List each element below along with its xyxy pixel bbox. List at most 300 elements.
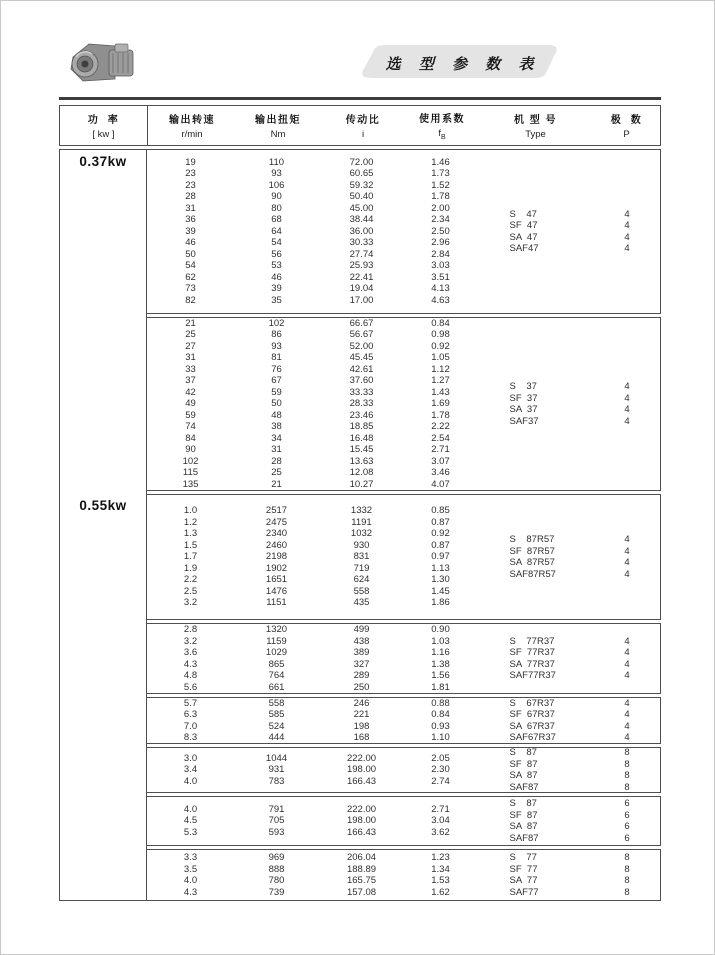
pole-count: 4 [624, 243, 630, 255]
type-row [477, 635, 660, 647]
table-block [146, 747, 662, 793]
pole-count: 4 [624, 635, 630, 647]
cell-speed: 46 [185, 237, 196, 249]
table-row [147, 191, 661, 203]
cell-speed: 33 [185, 363, 196, 375]
cell-speed: 31 [185, 352, 196, 364]
type-row [477, 821, 660, 833]
cell-service-factor: 1.12 [431, 363, 450, 375]
cell-service-factor: 0.87 [431, 539, 450, 551]
type-name: SA 77 [509, 875, 538, 886]
header-cell-ratio [320, 106, 406, 145]
cell-service-factor: 1.69 [431, 398, 450, 410]
header-fb-symbol [438, 128, 445, 141]
cell-speed: 3.2 [183, 635, 198, 647]
cell-speed: 54 [185, 260, 196, 272]
type-name: SAF87 [509, 781, 539, 793]
cell-service-factor: 1.10 [431, 732, 450, 743]
power-label-055kw: 0.55kw [79, 498, 127, 513]
cell-ratio: 198 [353, 720, 370, 732]
pole-count: 8 [624, 886, 630, 898]
cell-torque: 46 [271, 271, 282, 283]
type-row [477, 782, 660, 793]
header-fb-label: 使用系数 [419, 114, 465, 126]
cell-ratio: 25.93 [349, 260, 374, 272]
pole-count: 4 [624, 415, 630, 427]
cell-service-factor: 1.05 [431, 352, 450, 364]
header-cell-poles [593, 106, 660, 145]
cell-service-factor: 3.62 [431, 826, 450, 838]
table-block [146, 317, 662, 491]
cell-torque: 1651 [265, 574, 288, 586]
type-row [477, 732, 660, 744]
cell-torque: 64 [271, 225, 282, 237]
table-row [147, 260, 661, 272]
cell-speed: 3.5 [183, 863, 198, 875]
cell-torque: 1476 [265, 585, 288, 597]
table-row [147, 467, 661, 479]
table-row [147, 624, 661, 636]
cell-torque: 76 [271, 363, 282, 375]
cell-ratio: 222.00 [346, 752, 377, 764]
type-list [477, 534, 660, 580]
cell-service-factor: 1.16 [431, 647, 450, 658]
cell-service-factor: 2.00 [431, 202, 450, 214]
cell-speed: 3.0 [183, 752, 198, 764]
cell-ratio: 1191 [351, 516, 372, 528]
type-row [477, 416, 660, 428]
type-name: SF 87 [509, 758, 538, 770]
pole-count: 4 [624, 219, 630, 231]
cell-speed: 4.5 [183, 815, 198, 827]
cell-ratio: 166.43 [346, 826, 377, 838]
cell-speed: 1.7 [183, 551, 198, 563]
header-grid [148, 106, 660, 145]
cell-service-factor: 2.54 [431, 432, 450, 444]
type-row [477, 721, 660, 733]
cell-service-factor: 1.03 [431, 635, 450, 647]
cell-ratio: 327 [353, 658, 370, 670]
cell-speed: 19 [185, 156, 196, 168]
cell-torque: 2460 [265, 539, 288, 551]
cell-ratio: 438 [353, 635, 370, 647]
table-row [147, 180, 661, 192]
table-row [147, 364, 661, 376]
cell-ratio: 27.74 [349, 248, 374, 260]
cell-speed: 3.2 [183, 597, 198, 609]
cell-service-factor: 0.84 [431, 317, 450, 329]
header-type-unit: Type [525, 129, 546, 140]
pole-count: 8 [624, 781, 630, 793]
type-name: SAF77R37 [509, 670, 556, 682]
cell-ratio: 45.45 [349, 352, 374, 364]
title-banner [359, 44, 561, 80]
cell-service-factor: 2.71 [431, 803, 450, 815]
cell-ratio: 624 [353, 574, 370, 586]
cell-ratio: 37.60 [349, 375, 374, 387]
cell-speed: 1.3 [183, 528, 198, 540]
type-list [477, 747, 660, 793]
type-list [477, 381, 660, 427]
cell-torque: 110 [268, 156, 285, 168]
cell-torque: 524 [268, 720, 285, 732]
header-power-unit: [ kw ] [92, 129, 115, 140]
type-row [477, 659, 660, 671]
cell-service-factor: 3.51 [431, 271, 450, 283]
cell-speed: 1.5 [183, 539, 198, 551]
cell-ratio: 435 [353, 597, 370, 609]
cell-ratio: 165.75 [346, 875, 377, 886]
cell-service-factor: 1.30 [431, 574, 450, 586]
cell-ratio: 36.00 [349, 225, 374, 237]
cell-service-factor: 3.03 [431, 260, 450, 272]
type-row [477, 887, 660, 899]
cell-ratio: 38.44 [349, 214, 374, 226]
cell-speed: 4.0 [183, 803, 198, 815]
cell-speed: 59 [185, 409, 196, 421]
cell-torque: 865 [268, 658, 285, 670]
type-row [477, 243, 660, 255]
header-speed-label: 输出转速 [169, 115, 215, 126]
cell-torque: 59 [271, 386, 282, 398]
table-row [147, 272, 661, 284]
type-name: S 37 [509, 380, 537, 392]
cell-torque: 1029 [265, 647, 288, 658]
cell-speed: 50 [185, 248, 196, 260]
cell-service-factor: 1.13 [431, 562, 450, 574]
type-row [477, 863, 660, 875]
cell-ratio: 558 [353, 585, 370, 597]
cell-service-factor: 1.78 [431, 409, 450, 421]
table-block [146, 623, 662, 694]
cell-speed: 49 [185, 398, 196, 410]
pole-count: 4 [624, 720, 630, 732]
cell-service-factor: 1.45 [431, 585, 450, 597]
cell-torque: 931 [268, 764, 285, 776]
cell-ratio: 222.00 [346, 803, 377, 815]
header-cell-speed [148, 106, 236, 145]
type-name: SAF67R37 [509, 732, 556, 744]
cell-ratio: 1332 [350, 505, 373, 517]
table-block [146, 494, 662, 620]
cell-speed: 25 [185, 329, 196, 341]
cell-torque: 2340 [265, 528, 288, 540]
type-name: SAF77 [509, 886, 539, 898]
cell-torque: 661 [268, 681, 285, 693]
cell-service-factor: 1.78 [431, 191, 450, 203]
cell-torque: 90 [271, 191, 282, 203]
type-name: SA 87 [509, 821, 538, 832]
cell-service-factor: 3.07 [431, 455, 450, 467]
header-cell-torque [236, 106, 320, 145]
type-name: SAF87 [509, 832, 539, 844]
cell-speed: 39 [185, 225, 196, 237]
table-row [147, 157, 661, 169]
cell-ratio: 12.08 [349, 467, 374, 479]
cell-ratio: 289 [353, 670, 370, 681]
cell-speed: 23 [185, 179, 196, 191]
cell-service-factor: 2.34 [431, 214, 450, 226]
pole-count: 8 [624, 851, 630, 863]
type-name: SA 77R37 [509, 658, 555, 670]
pole-count: 4 [624, 697, 630, 709]
pole-count: 6 [624, 809, 630, 821]
type-list [477, 635, 660, 681]
type-name: S 87 [509, 747, 537, 758]
cell-speed: 5.3 [183, 826, 198, 838]
cell-service-factor: 1.81 [431, 681, 450, 693]
table-block [146, 849, 662, 901]
type-list [477, 208, 660, 254]
header-fb-main: f [438, 128, 441, 140]
pole-count: 4 [624, 557, 630, 568]
cell-ratio: 72.00 [349, 156, 374, 168]
table-body [59, 149, 661, 901]
cell-service-factor: 1.38 [431, 658, 450, 670]
cell-ratio: 188.89 [346, 863, 377, 875]
type-name: S 67R37 [509, 697, 555, 709]
header-poles-unit: P [623, 129, 630, 140]
cell-service-factor: 1.62 [431, 886, 450, 898]
cell-ratio: 168 [353, 732, 370, 743]
cell-torque: 106 [268, 179, 285, 191]
table-row [147, 597, 661, 609]
table-row [147, 505, 661, 517]
table-row [147, 456, 661, 468]
table-row [147, 444, 661, 456]
cell-speed: 3.6 [183, 647, 198, 658]
cell-ratio: 246 [353, 697, 370, 709]
type-name: S 77 [509, 851, 537, 863]
cell-ratio: 389 [353, 647, 370, 658]
cell-speed: 2.2 [183, 574, 198, 586]
cell-ratio: 1032 [350, 528, 373, 540]
cell-ratio: 831 [353, 551, 370, 563]
pole-count: 4 [624, 208, 630, 220]
table-row [147, 352, 661, 364]
header-power-label: 功 率 [87, 115, 120, 126]
type-row [477, 569, 660, 581]
cell-service-factor: 2.84 [431, 248, 450, 260]
cell-speed: 8.3 [183, 732, 198, 743]
table-row [147, 479, 661, 491]
type-list [477, 697, 660, 743]
table-header-row [59, 105, 661, 146]
type-name: SF 87 [509, 809, 538, 821]
type-name: SA 47 [509, 231, 538, 243]
type-row [477, 220, 660, 232]
type-row [477, 557, 660, 569]
cell-service-factor: 0.92 [431, 340, 450, 352]
type-row [477, 875, 660, 887]
pole-count: 8 [624, 758, 630, 770]
type-list [477, 852, 660, 898]
cell-torque: 102 [268, 317, 285, 329]
type-row [477, 392, 660, 404]
cell-torque: 558 [268, 697, 285, 709]
header-rule [59, 97, 661, 100]
cell-torque: 25 [271, 467, 282, 479]
cell-torque: 2475 [265, 516, 288, 528]
cell-ratio: 30.33 [349, 237, 374, 249]
cell-ratio: 59.32 [349, 179, 374, 191]
header-speed-unit: r/min [181, 129, 203, 140]
cell-ratio: 166.43 [346, 775, 377, 787]
cell-ratio: 33.33 [349, 386, 374, 398]
cell-ratio: 50.40 [349, 191, 374, 203]
power-label-037kw: 0.37kw [79, 154, 127, 169]
type-row [477, 809, 660, 821]
header-cell-type [478, 106, 593, 145]
cell-service-factor: 0.92 [431, 528, 450, 540]
cell-service-factor: 4.07 [431, 478, 450, 490]
cell-torque: 50 [271, 398, 282, 410]
header-torque-label: 输出扭矩 [255, 115, 301, 126]
cell-service-factor: 1.86 [431, 597, 450, 609]
cell-ratio: 22.41 [349, 271, 374, 283]
cell-service-factor: 0.93 [431, 720, 450, 732]
type-row [477, 852, 660, 864]
cell-speed: 3.3 [183, 852, 198, 863]
cell-speed: 62 [185, 271, 196, 283]
cell-speed: 37 [185, 375, 196, 387]
type-name: SF 37 [509, 392, 538, 404]
type-row [477, 670, 660, 682]
cell-torque: 80 [271, 202, 282, 214]
type-row [477, 798, 660, 810]
cell-service-factor: 0.90 [431, 624, 450, 635]
type-name: SAF87R57 [509, 568, 556, 580]
cell-speed: 90 [185, 444, 196, 456]
pole-count: 8 [624, 747, 630, 758]
pole-count: 8 [624, 770, 630, 781]
table-row [147, 682, 661, 694]
table-block [146, 796, 662, 846]
type-name: S 87R57 [509, 533, 555, 545]
cell-torque: 705 [268, 815, 285, 827]
cell-speed: 2.8 [183, 624, 198, 635]
type-row [477, 534, 660, 546]
cell-ratio: 45.00 [349, 202, 374, 214]
cell-torque: 35 [271, 294, 282, 306]
cell-ratio: 18.85 [349, 421, 374, 433]
cell-ratio: 198.00 [346, 764, 377, 776]
cell-speed: 4.8 [183, 670, 198, 681]
cell-torque: 1159 [266, 635, 287, 647]
cell-service-factor: 2.50 [431, 225, 450, 237]
header-ratio-label: 传动比 [345, 115, 381, 126]
cell-torque: 888 [268, 863, 285, 875]
cell-service-factor: 0.85 [431, 505, 450, 517]
table-row [147, 329, 661, 341]
cell-service-factor: 1.43 [431, 386, 450, 398]
cell-torque: 56 [271, 248, 282, 260]
selection-table [59, 105, 661, 901]
header-poles-label: 极 数 [610, 115, 643, 126]
cell-service-factor: 1.23 [431, 852, 450, 863]
cell-service-factor: 1.52 [431, 179, 450, 191]
cell-service-factor: 2.05 [431, 752, 450, 764]
type-name: SA 67R37 [509, 720, 555, 732]
type-name: SA 87 [509, 770, 538, 781]
cell-ratio: 19.04 [349, 283, 374, 295]
cell-torque: 86 [271, 329, 282, 341]
cell-ratio: 60.65 [349, 168, 374, 180]
pole-count: 4 [624, 708, 630, 720]
cell-service-factor: 0.84 [431, 709, 450, 720]
type-row [477, 709, 660, 721]
cell-ratio: 10.27 [349, 478, 374, 490]
cell-service-factor: 3.04 [431, 815, 450, 827]
cell-service-factor: 1.46 [431, 156, 450, 168]
type-name: S 47 [509, 208, 537, 220]
type-name: SF 47 [509, 219, 538, 231]
cell-service-factor: 3.46 [431, 467, 450, 479]
cell-speed: 6.3 [183, 709, 198, 720]
type-row [477, 697, 660, 709]
pole-count: 4 [624, 231, 630, 243]
gearmotor-logo-image [65, 37, 139, 89]
type-row [477, 404, 660, 416]
cell-speed: 1.9 [183, 562, 198, 574]
cell-torque: 67 [271, 375, 282, 387]
type-row [477, 208, 660, 220]
cell-torque: 444 [268, 732, 285, 743]
table-row [147, 517, 661, 529]
cell-ratio: 28.33 [349, 398, 374, 410]
type-row [477, 232, 660, 244]
cell-torque: 81 [271, 352, 282, 364]
cell-service-factor: 2.96 [431, 237, 450, 249]
cell-service-factor: 1.27 [431, 375, 450, 387]
table-row [147, 318, 661, 330]
cell-speed: 5.6 [183, 681, 198, 693]
cell-ratio: 221 [353, 709, 370, 720]
cell-ratio: 930 [353, 539, 370, 551]
cell-service-factor: 2.74 [431, 775, 450, 787]
cell-ratio: 13.63 [349, 455, 374, 467]
cell-speed: 31 [185, 202, 196, 214]
cell-service-factor: 0.98 [431, 329, 450, 341]
pole-count: 4 [624, 670, 630, 682]
cell-speed: 84 [185, 432, 196, 444]
cell-speed: 4.0 [183, 875, 198, 886]
cell-service-factor: 2.30 [431, 764, 450, 776]
cell-speed: 3.4 [183, 764, 198, 776]
cell-torque: 48 [271, 409, 282, 421]
pole-count: 4 [624, 732, 630, 744]
pole-count: 8 [624, 875, 630, 886]
cell-torque: 2198 [265, 551, 288, 563]
cell-ratio: 206.04 [346, 852, 377, 863]
type-row [477, 833, 660, 845]
cell-ratio: 250 [353, 681, 370, 693]
power-column [59, 149, 147, 901]
cell-service-factor: 2.22 [431, 421, 450, 433]
cell-torque: 93 [271, 168, 282, 180]
type-name: SAF37 [509, 415, 539, 427]
type-row [477, 381, 660, 393]
table-body-blocks [146, 149, 662, 901]
cell-speed: 1.0 [183, 505, 198, 517]
cell-speed: 4.3 [183, 886, 198, 898]
type-name: SAF47 [509, 243, 539, 255]
cell-speed: 7.0 [183, 720, 198, 732]
type-name: SF 77 [509, 863, 538, 875]
cell-torque: 1044 [265, 752, 288, 764]
header-torque-unit: Nm [270, 129, 286, 140]
cell-torque: 780 [268, 875, 285, 886]
